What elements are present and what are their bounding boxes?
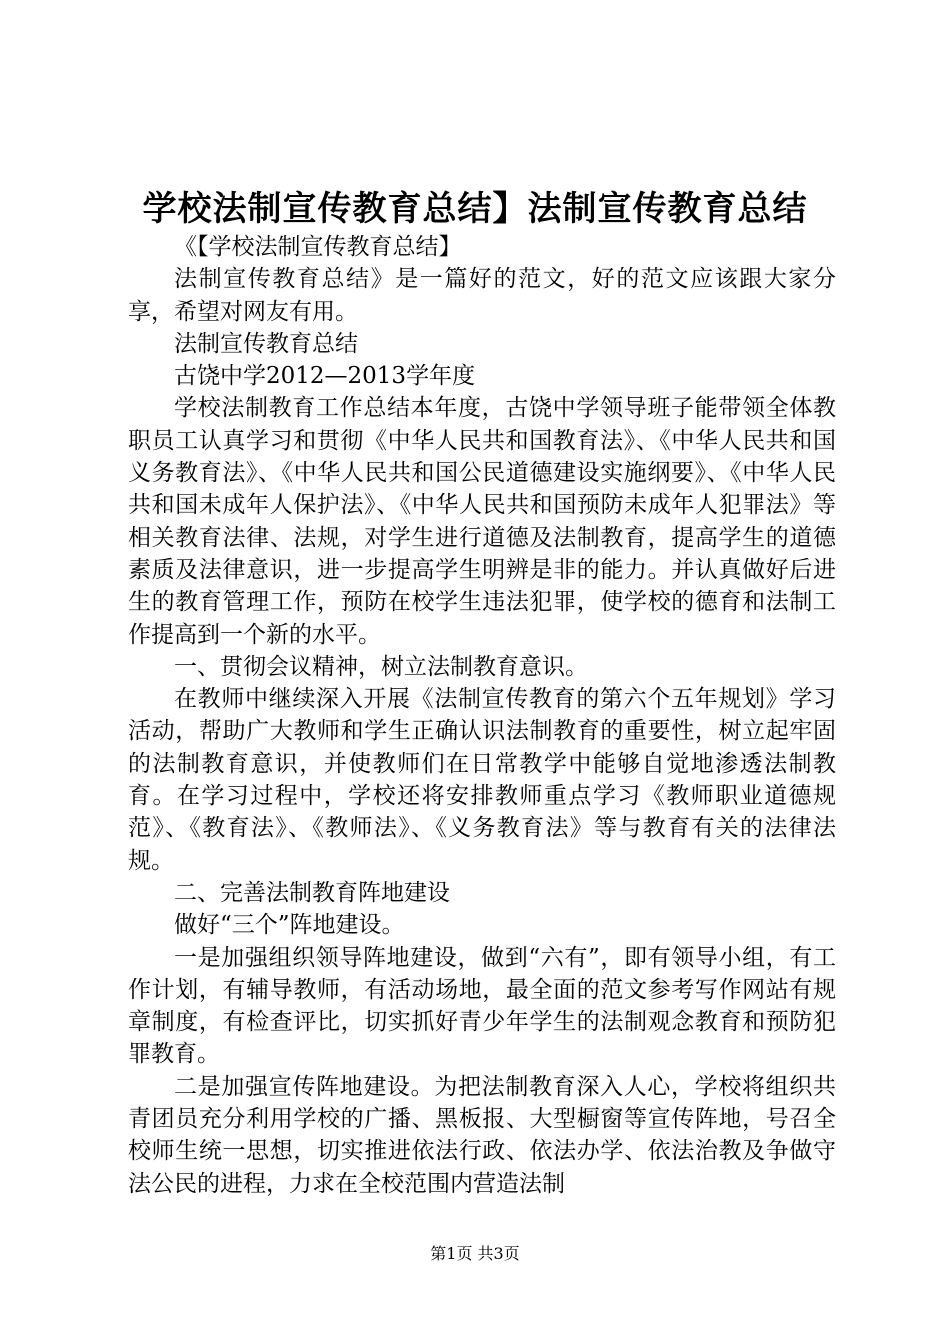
paragraph-section-1: 在教师中继续深入开展《法制宣传教育的第六个五年规划》学习活动，帮助广大教师和学生正确认识法制教育的重要性，树立起牢固的法制教育意识，并使教师们在日常教学中能够自觉地渗透法制教育。在学习过程中，学校还将安排教师重点学习《教师职业道德规范》、《教育法》、《教师法》、《义务教育法》等与教育有关的法律法规。 xyxy=(128,686,836,874)
paragraph-base-1: 一是加强组织领导阵地建设，做到“六有”，即有领导小组，有工作计划，有辅导教师，有活动场地，最全面的范文参考写作网站有规章制度，有检查评比，切实抓好青少年学生的法制观念教育和预防犯罪教育。 xyxy=(128,944,836,1068)
paragraph-overview: 学校法制教育工作总结本年度，古饶中学领导班子能带领全体教职员工认真学习和贯彻《中华人民共和国教育法》、《中华人民共和国义务教育法》、《中华人民共和国公民道德建设实施纲要》、《中华人民共和国未成年人保护法》、《中华人民共和国预防未成年人犯罪法》等相关教育法律、法规，对学生进行道德及法制教育，提高学生的道德素质及法律意识，进一步提高学生明辨是非的能力。并认真做好后进生的教育管理工作，预防在校学生违法犯罪，使学校的德育和法制工作提高到一个新的水平。 xyxy=(128,395,836,648)
document-body xyxy=(128,231,836,1200)
paragraph-subtitle: 法制宣传教育总结 xyxy=(174,330,358,357)
paragraph-three-bases: 做好“三个”阵地建设。 xyxy=(174,912,405,939)
paragraph-intro-2: 法制宣传教育总结》是一篇好的范文，好的范文应该跟大家分享，希望对网友有用。 xyxy=(128,266,836,325)
section-heading-1: 一、贯彻会议精神，树立法制教育意识。 xyxy=(174,653,588,680)
paragraph-intro-1: 《【学校法制宣传教育总结】 xyxy=(174,234,462,260)
page-footer: 第1页 共3页 xyxy=(430,1244,520,1263)
section-heading-2: 二、完善法制教育阵地建设 xyxy=(174,879,450,906)
paragraph-school-year: 古饶中学2012—2013学年度 xyxy=(174,363,476,390)
document-title: 学校法制宣传教育总结】法制宣传教育总结 xyxy=(142,189,808,229)
paragraph-base-2: 二是加强宣传阵地建设。为把法制教育深入人心，学校将组织共青团员充分利用学校的广播、黑板报、大型橱窗等宣传阵地，号召全校师生统一思想，切实推进依法行政、依法办学、依法治教及争做守法公民的进程，力求在全校范围内营造法制 xyxy=(128,1073,836,1197)
